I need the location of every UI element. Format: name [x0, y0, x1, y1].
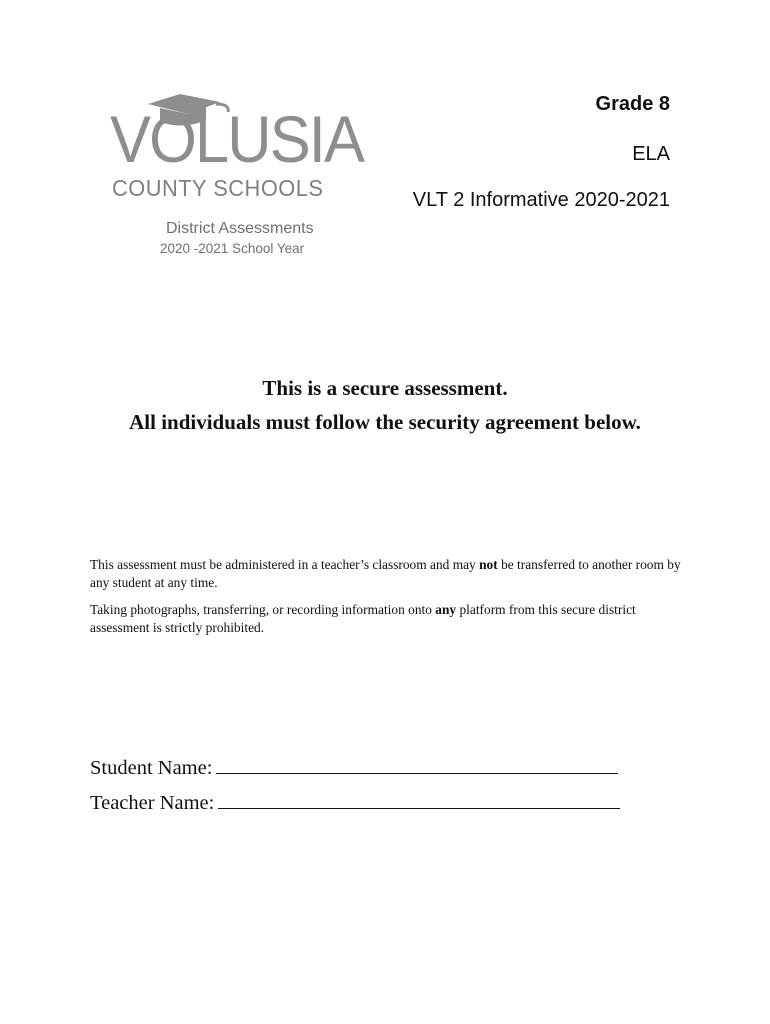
student-name-label: Student Name:	[90, 757, 213, 779]
teacher-name-blank[interactable]	[218, 789, 620, 809]
grade-label: Grade 8	[595, 93, 670, 115]
student-name-blank[interactable]	[216, 754, 618, 774]
logo-district-assessments: District Assessments	[166, 220, 314, 237]
notice-1-text: This assessment must be administered in a teacher’s classroom and may	[90, 557, 480, 572]
notice-paragraph-recording	[90, 601, 690, 637]
notice-2-text: Taking photographs, transferring, or recording information onto	[90, 602, 436, 617]
notice-2-text-end: platform from this secure district assessment is strictly prohibited.	[90, 602, 636, 635]
logo-school-year: 2020 -2021 School Year	[160, 241, 305, 256]
subject-label: ELA	[632, 143, 670, 165]
logo-wordmark: VOLUSIA	[110, 102, 364, 176]
notice-1-emphasis: not	[479, 557, 498, 572]
notice-1-text-end: be transferred to another room by any student at any time.	[90, 557, 681, 590]
notice-paragraph-classroom	[90, 556, 690, 592]
teacher-name-row	[90, 789, 620, 816]
notice-2-emphasis: any	[435, 602, 457, 617]
secure-heading: This is a secure assessment.	[262, 376, 508, 400]
volusia-logo	[108, 92, 364, 262]
security-agreement-heading: All individuals must follow the security agreement below.	[129, 410, 641, 434]
student-name-row	[90, 754, 618, 781]
test-title: VLT 2 Informative 2020-2021	[412, 189, 670, 211]
logo-subtitle: COUNTY SCHOOLS	[112, 175, 324, 201]
teacher-name-label: Teacher Name:	[90, 792, 215, 814]
